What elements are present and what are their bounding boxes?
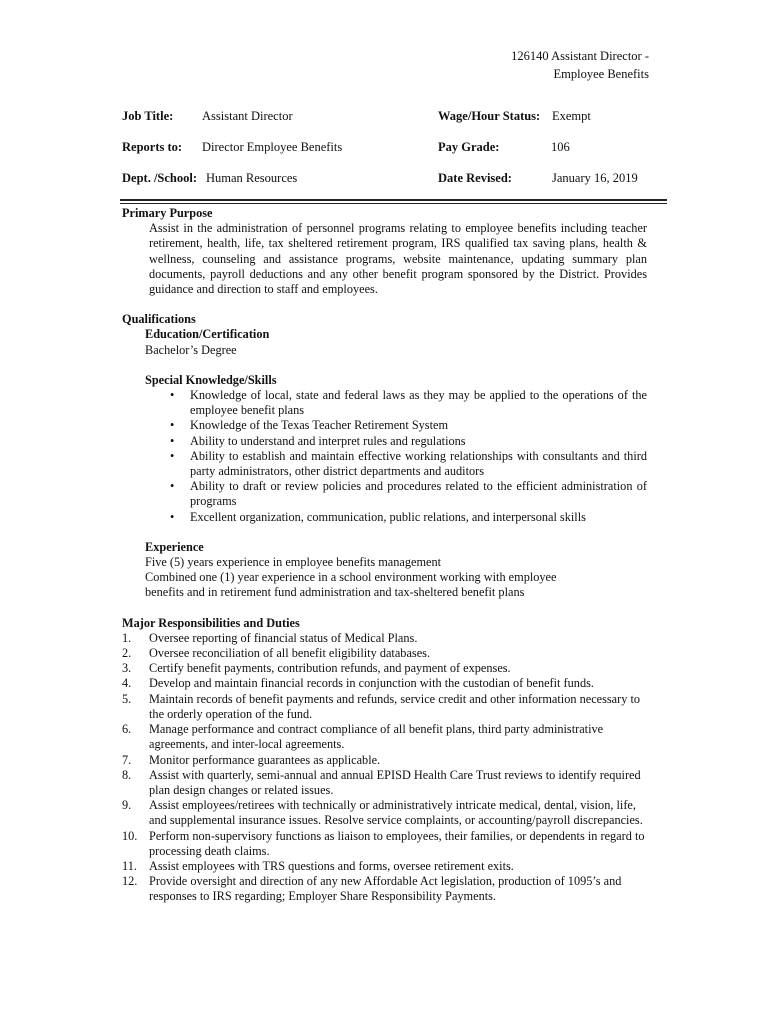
skills-list (122, 388, 647, 525)
doc-ref-line-1: 126140 Assistant Director - (511, 49, 649, 63)
list-item: 3. Certify benefit payments, contribution refunds, and payment of expenses. (122, 661, 511, 676)
list-item: • Ability to draft or review policies and procedures related to the efficient administration of programs (170, 479, 647, 509)
bullet-icon: • (170, 479, 175, 494)
document-reference (511, 47, 649, 83)
experience-line-3: benefits and in retirement fund administration and tax-sheltered benefit plans (145, 585, 525, 600)
qualifications-heading: Qualifications (122, 312, 196, 327)
header-row-2 (122, 140, 682, 158)
education-heading: Education/Certification (145, 327, 270, 342)
list-item: • Knowledge of local, state and federal laws as they may be applied to the operations of the employee benefit plans (170, 388, 647, 418)
list-item: 8. Assist with quarterly, semi-annual and annual EPISD Health Care Trust reviews to identify required plan design changes or related issues. (122, 767, 641, 797)
doc-ref-line-2: Employee Benefits (553, 67, 649, 81)
bullet-icon: • (170, 418, 175, 433)
experience-heading: Experience (145, 539, 204, 554)
pay-grade-value: 106 (551, 140, 570, 154)
bullet-icon: • (170, 433, 175, 448)
dept-school-value: Human Resources (206, 171, 298, 185)
wage-hour-value: Exempt (552, 109, 591, 123)
pay-grade-label: Pay Grade: (438, 140, 500, 154)
primary-purpose-text: Assist in the administration of personnel programs relating to employee benefits including teacher retirement, health, life, tax sheltered retirement program, IRS qualified tax saving plans, health & wellness, counseling and assistance programs, website maintenance, updating summary plan documents, payroll deductions and any other benefit program sponsored by the District. Provides guidance and direction to staff and employees. (149, 221, 647, 297)
list-item: 10. Perform non-supervisory functions as liaison to employees, their families, or dependents in regard to processing death claims. (122, 828, 645, 858)
wage-hour-label: Wage/Hour Status: (438, 109, 541, 123)
primary-purpose-heading: Primary Purpose (122, 206, 213, 220)
list-item: • Ability to understand and interpret rules and regulations (170, 433, 466, 448)
job-title-value: Assistant Director (202, 109, 293, 123)
header-divider-thin (120, 203, 667, 204)
list-item: 2. Oversee reconciliation of all benefit eligibility databases. (122, 646, 431, 661)
experience-line-1: Five (5) years experience in employee benefits management (145, 555, 442, 570)
list-item: 5. Maintain records of benefit payments and refunds, service credit and other information necessary to the orderly operation of the fund. (122, 691, 641, 721)
header-row-3 (122, 171, 682, 189)
duties-list (122, 631, 647, 905)
duties-heading: Major Responsibilities and Duties (122, 615, 300, 630)
list-item: 4. Develop and maintain financial records in conjunction with the custodian of benefit funds. (122, 676, 594, 691)
document-body (122, 206, 647, 905)
list-item: 9. Assist employees/retirees with technically or administratively intricate medical, dental, vision, life, and supplemental insurance issues. Resolve service complaints, or accounting/payroll discrepancies. (122, 798, 643, 828)
list-item: • Knowledge of the Texas Teacher Retirement System (170, 418, 449, 433)
bullet-icon: • (170, 448, 175, 463)
reports-to-value: Director Employee Benefits (202, 140, 343, 154)
list-item: 12. Provide oversight and direction of any new Affordable Act legislation, production of 1095’s and responses to IRS regarding; Employer Share Responsibility Payments. (122, 874, 622, 904)
dept-school-label: Dept. /School: (122, 171, 197, 185)
date-revised-value: January 16, 2019 (552, 171, 638, 185)
header-row-1 (122, 109, 682, 127)
date-revised-label: Date Revised: (438, 171, 512, 185)
list-item: 11. Assist employees with TRS questions and forms, oversee retirement exits. (122, 858, 514, 873)
job-title-label: Job Title: (122, 109, 174, 123)
bullet-icon: • (170, 509, 175, 524)
header-divider-thick (120, 199, 667, 201)
list-item: 7. Monitor performance guarantees as applicable. (122, 752, 381, 767)
bullet-icon: • (170, 388, 175, 403)
list-item: 6. Manage performance and contract compliance of all benefit plans, third party administrative agreements, and inter-local agreements. (122, 722, 604, 752)
reports-to-label: Reports to: (122, 140, 183, 154)
education-text: Bachelor’s Degree (145, 342, 237, 357)
list-item: • Excellent organization, communication, public relations, and interpersonal skills (170, 509, 586, 524)
skills-heading: Special Knowledge/Skills (145, 372, 277, 387)
list-item: 1. Oversee reporting of financial status of Medical Plans. (122, 630, 418, 645)
experience-line-2: Combined one (1) year experience in a school environment working with employee (145, 570, 557, 585)
list-item: • Ability to establish and maintain effective working relationships with consultants and third party administrators, other district departments and auditors (170, 448, 647, 479)
